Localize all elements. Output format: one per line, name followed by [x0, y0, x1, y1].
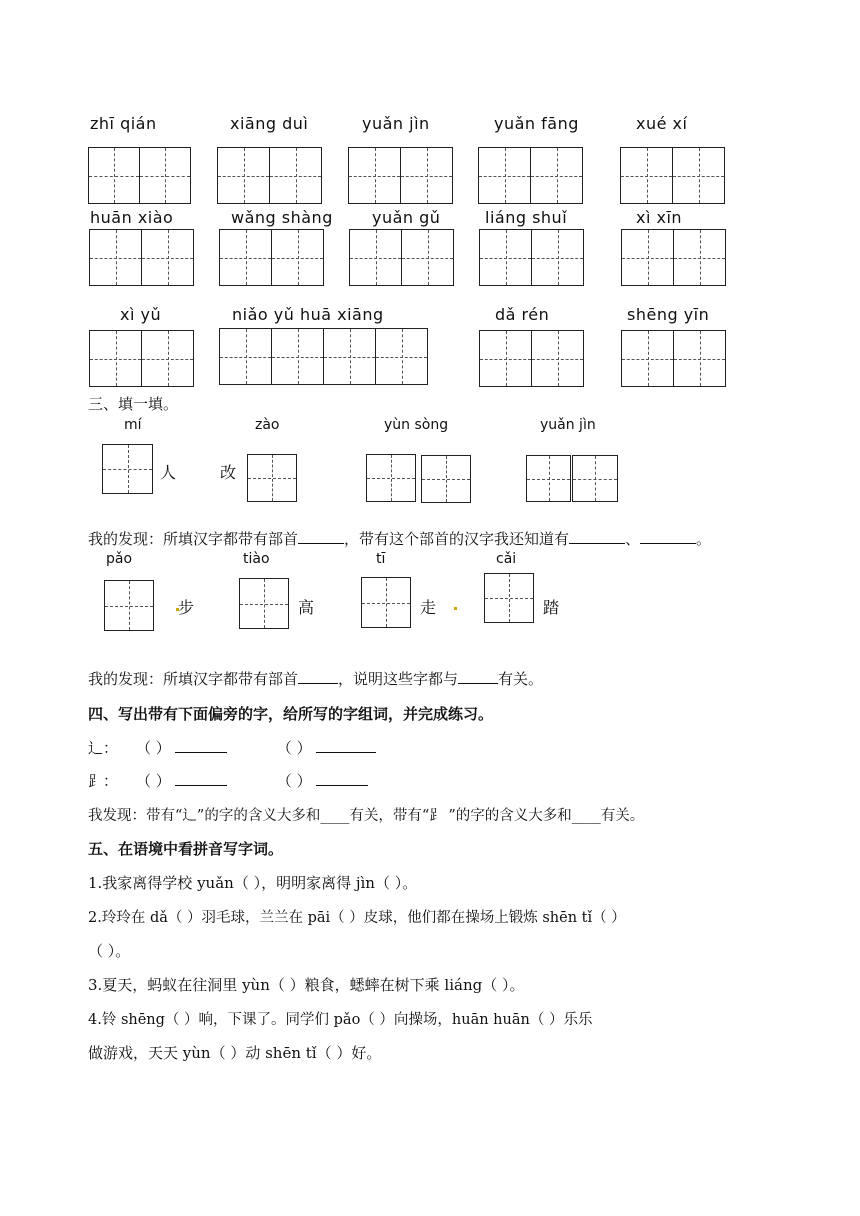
writing-box[interactable] — [621, 229, 674, 286]
writing-box[interactable] — [375, 328, 428, 385]
section-title: 三、填一填。 — [88, 395, 179, 413]
word-blank[interactable] — [316, 751, 376, 753]
given-char: 改 — [220, 463, 237, 482]
radical-row — [88, 737, 376, 758]
writing-box[interactable] — [672, 147, 725, 204]
pinyin-label: yuǎn jìn — [540, 417, 596, 433]
separator: 、 — [625, 530, 641, 548]
pinyin-label: yuǎn jìn — [362, 114, 430, 133]
char-paren[interactable]: （ ） — [276, 772, 312, 790]
exercise-line: 4.铃 shēng（ ）响，下课了。同学们 pǎo（ ）向操场，huān huān（ ）乐乐 — [88, 1012, 593, 1028]
pinyin-label: tiào — [243, 551, 270, 567]
discovery-text: 有关。 — [498, 670, 544, 688]
writing-box[interactable] — [271, 229, 324, 286]
exercise-line: 做游戏，天天 yùn（ ）动 shēn tǐ（ ）好。 — [88, 1044, 382, 1062]
given-char: 步 — [178, 598, 195, 617]
writing-box[interactable] — [269, 147, 322, 204]
discovery-text: ，说明这些字都与 — [338, 670, 459, 688]
writing-box[interactable] — [484, 573, 534, 623]
writing-box[interactable] — [673, 330, 726, 387]
writing-box[interactable] — [479, 330, 532, 387]
pinyin-label: xiāng duì — [230, 114, 309, 133]
writing-box[interactable] — [531, 229, 584, 286]
discovery-line: 我发现：带有“辶”的字的含义大多和____有关，带有“⻊ ”的字的含义大多和____有关。 — [88, 808, 645, 824]
pinyin-label: wǎng shàng — [231, 208, 333, 227]
punctuation: 。 — [696, 530, 712, 548]
exercise-line: 2.玲玲在 dǎ（ ）羽毛球，兰兰在 pāi（ ）皮球，他们都在操场上锻炼 shēn tǐ（ ） — [88, 910, 626, 926]
writing-box[interactable] — [620, 147, 673, 204]
pinyin-label: yuǎn fāng — [494, 114, 579, 133]
discovery-text: 我的发现：所填汉字都带有部首 — [88, 530, 299, 548]
discovery-line — [88, 528, 711, 549]
word-blank[interactable] — [175, 751, 227, 753]
answer-blank[interactable] — [640, 542, 696, 544]
writing-box[interactable] — [530, 147, 583, 204]
char-paren[interactable]: （ ） — [136, 739, 171, 757]
pinyin-label: liáng shuǐ — [485, 208, 568, 227]
pinyin-label: xì xīn — [636, 208, 683, 227]
radical-label: ⻊： — [88, 772, 119, 790]
radical-label: 辶： — [88, 739, 119, 757]
char-paren[interactable]: （ ） — [136, 772, 171, 790]
mark-dot — [454, 607, 457, 610]
pinyin-label: zào — [255, 417, 280, 433]
writing-box[interactable] — [572, 455, 618, 502]
writing-box[interactable] — [349, 229, 402, 286]
pinyin-label: huān xiào — [90, 208, 174, 227]
answer-blank[interactable] — [298, 542, 344, 544]
pinyin-label: yùn sòng — [384, 417, 449, 433]
pinyin-label: mí — [124, 417, 142, 433]
pinyin-label: zhī qián — [90, 114, 157, 133]
pinyin-label: yuǎn gǔ — [372, 208, 441, 227]
writing-box[interactable] — [361, 577, 411, 628]
word-blank[interactable] — [316, 784, 368, 786]
pinyin-label: shēng yīn — [627, 305, 710, 324]
radical-row — [88, 770, 368, 791]
writing-box[interactable] — [479, 229, 532, 286]
exercise-line: 3.夏天，蚂蚁在往洞里 yùn（ ）粮食，蟋蟀在树下乘 liáng（ ）。 — [88, 976, 525, 994]
pinyin-label: tī — [376, 551, 386, 567]
answer-blank[interactable] — [458, 682, 498, 684]
writing-box[interactable] — [366, 454, 416, 502]
writing-box[interactable] — [247, 454, 297, 502]
pinyin-label: cǎi — [496, 551, 517, 567]
writing-box[interactable] — [88, 147, 140, 204]
exercise-line: 1.我家离得学校 yuǎn（ ），明明家离得 jìn（ ）。 — [88, 874, 418, 892]
writing-box[interactable] — [89, 229, 142, 286]
section-title: 四、写出带有下面偏旁的字，给所写的字组词，并完成练习。 — [88, 705, 494, 723]
answer-blank[interactable] — [569, 542, 625, 544]
pinyin-label: dǎ rén — [495, 305, 550, 324]
writing-box[interactable] — [89, 330, 142, 387]
discovery-text: 我的发现：所填汉字都带有部首 — [88, 670, 299, 688]
char-paren[interactable]: （ ） — [276, 739, 312, 757]
writing-box[interactable] — [239, 578, 289, 629]
writing-box[interactable] — [401, 229, 454, 286]
pinyin-label: pǎo — [106, 551, 133, 567]
writing-box[interactable] — [421, 455, 471, 503]
pinyin-label: xué xí — [636, 114, 688, 133]
discovery-line — [88, 668, 543, 689]
writing-box[interactable] — [141, 229, 194, 286]
word-blank[interactable] — [175, 784, 227, 786]
pinyin-label: niǎo yǔ huā xiāng — [232, 305, 384, 324]
writing-box[interactable] — [323, 328, 376, 385]
section-title: 五、在语境中看拼音写字词。 — [88, 840, 284, 858]
given-char: 高 — [298, 598, 315, 617]
answer-blank[interactable] — [298, 682, 338, 684]
writing-box[interactable] — [102, 444, 153, 494]
given-char: 人 — [160, 463, 177, 482]
writing-box[interactable] — [478, 147, 531, 204]
given-char: 走 — [420, 598, 437, 617]
writing-box[interactable] — [348, 147, 401, 204]
pinyin-label: xì yǔ — [120, 305, 162, 324]
writing-box[interactable] — [141, 330, 194, 387]
writing-box[interactable] — [219, 229, 272, 286]
exercise-line: （ ）。 — [88, 942, 131, 960]
writing-box[interactable] — [621, 330, 674, 387]
writing-box[interactable] — [271, 328, 324, 385]
writing-box[interactable] — [104, 580, 154, 631]
writing-box[interactable] — [531, 330, 584, 387]
discovery-text: ，带有这个部首的汉字我还知道有 — [344, 530, 570, 548]
writing-box[interactable] — [526, 455, 571, 502]
writing-box[interactable] — [400, 147, 453, 204]
writing-box[interactable] — [219, 328, 272, 385]
given-char: 踏 — [543, 598, 560, 617]
writing-box[interactable] — [217, 147, 270, 204]
writing-box[interactable] — [673, 229, 726, 286]
writing-box[interactable] — [139, 147, 191, 204]
